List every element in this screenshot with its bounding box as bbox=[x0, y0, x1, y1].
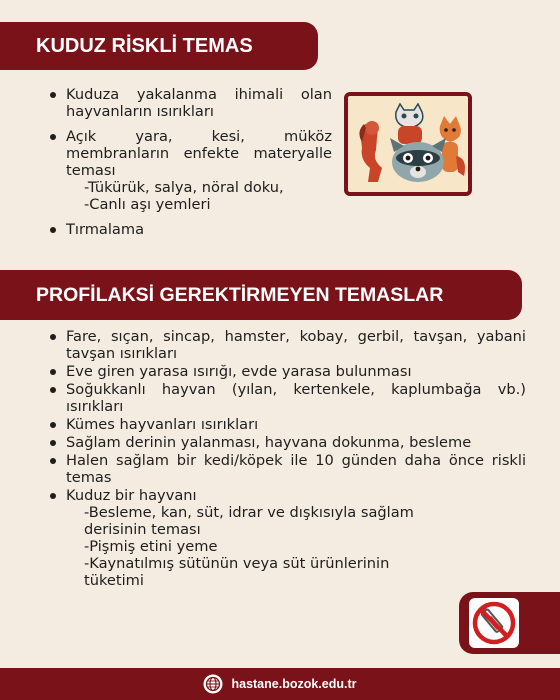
list-item: Eve giren yarasa ısırığı, evde yarasa bulunması bbox=[50, 363, 526, 380]
list-item-text: Açık yara, kesi, müköz membranların enfekte materyalle teması bbox=[66, 128, 332, 179]
no-prophylaxis-list bbox=[50, 328, 526, 590]
footer-bar bbox=[0, 668, 560, 700]
list-item: Tırmalama bbox=[50, 221, 332, 238]
list-item: Kuduza yakalanma ihimali olan hayvanların ısırıkları bbox=[50, 86, 332, 120]
list-item: Halen sağlam bir kedi/köpek ile 10 günden daha önce riskli temas bbox=[50, 452, 526, 486]
list-item: Soğukkanlı hayvan (yılan, kertenkele, kaplumbağa vb.) ısırıkları bbox=[50, 381, 526, 415]
list-item-text: Kuduz bir hayvanı bbox=[66, 487, 197, 504]
sub-item: -Besleme, kan, süt, idrar ve dışkısıyla sağlam derisinin teması bbox=[84, 504, 414, 538]
list-item bbox=[50, 487, 526, 589]
prohibited-sign-icon bbox=[459, 592, 560, 654]
globe-icon bbox=[203, 674, 223, 694]
section-title-profilaksi: PROFİLAKSİ GEREKTİRMEYEN TEMASLAR bbox=[0, 270, 522, 320]
list-item: Kümes hayvanları ısırıkları bbox=[50, 416, 526, 433]
list-item: Sağlam derinin yalanması, hayvana dokunma, besleme bbox=[50, 434, 526, 451]
sub-item: -Tükürük, salya, nöral doku, bbox=[84, 179, 284, 196]
risk-contact-list bbox=[50, 86, 332, 246]
sub-item: -Canlı aşı yemleri bbox=[84, 196, 211, 213]
sub-item: -Pişmiş etini yeme bbox=[84, 538, 218, 555]
sub-item: -Kaynatılmış sütünün veya süt ürünlerinin tüketimi bbox=[84, 555, 390, 589]
list-item: Fare, sıçan, sincap, hamster, kobay, gerbil, tavşan, yabani tavşan ısırıkları bbox=[50, 328, 526, 362]
section-title-riskli-temas: KUDUZ RİSKLİ TEMAS bbox=[0, 22, 318, 70]
animals-illustration-icon bbox=[344, 92, 472, 196]
footer-url-link[interactable]: hastane.bozok.edu.tr bbox=[231, 677, 357, 691]
list-item bbox=[50, 128, 332, 213]
